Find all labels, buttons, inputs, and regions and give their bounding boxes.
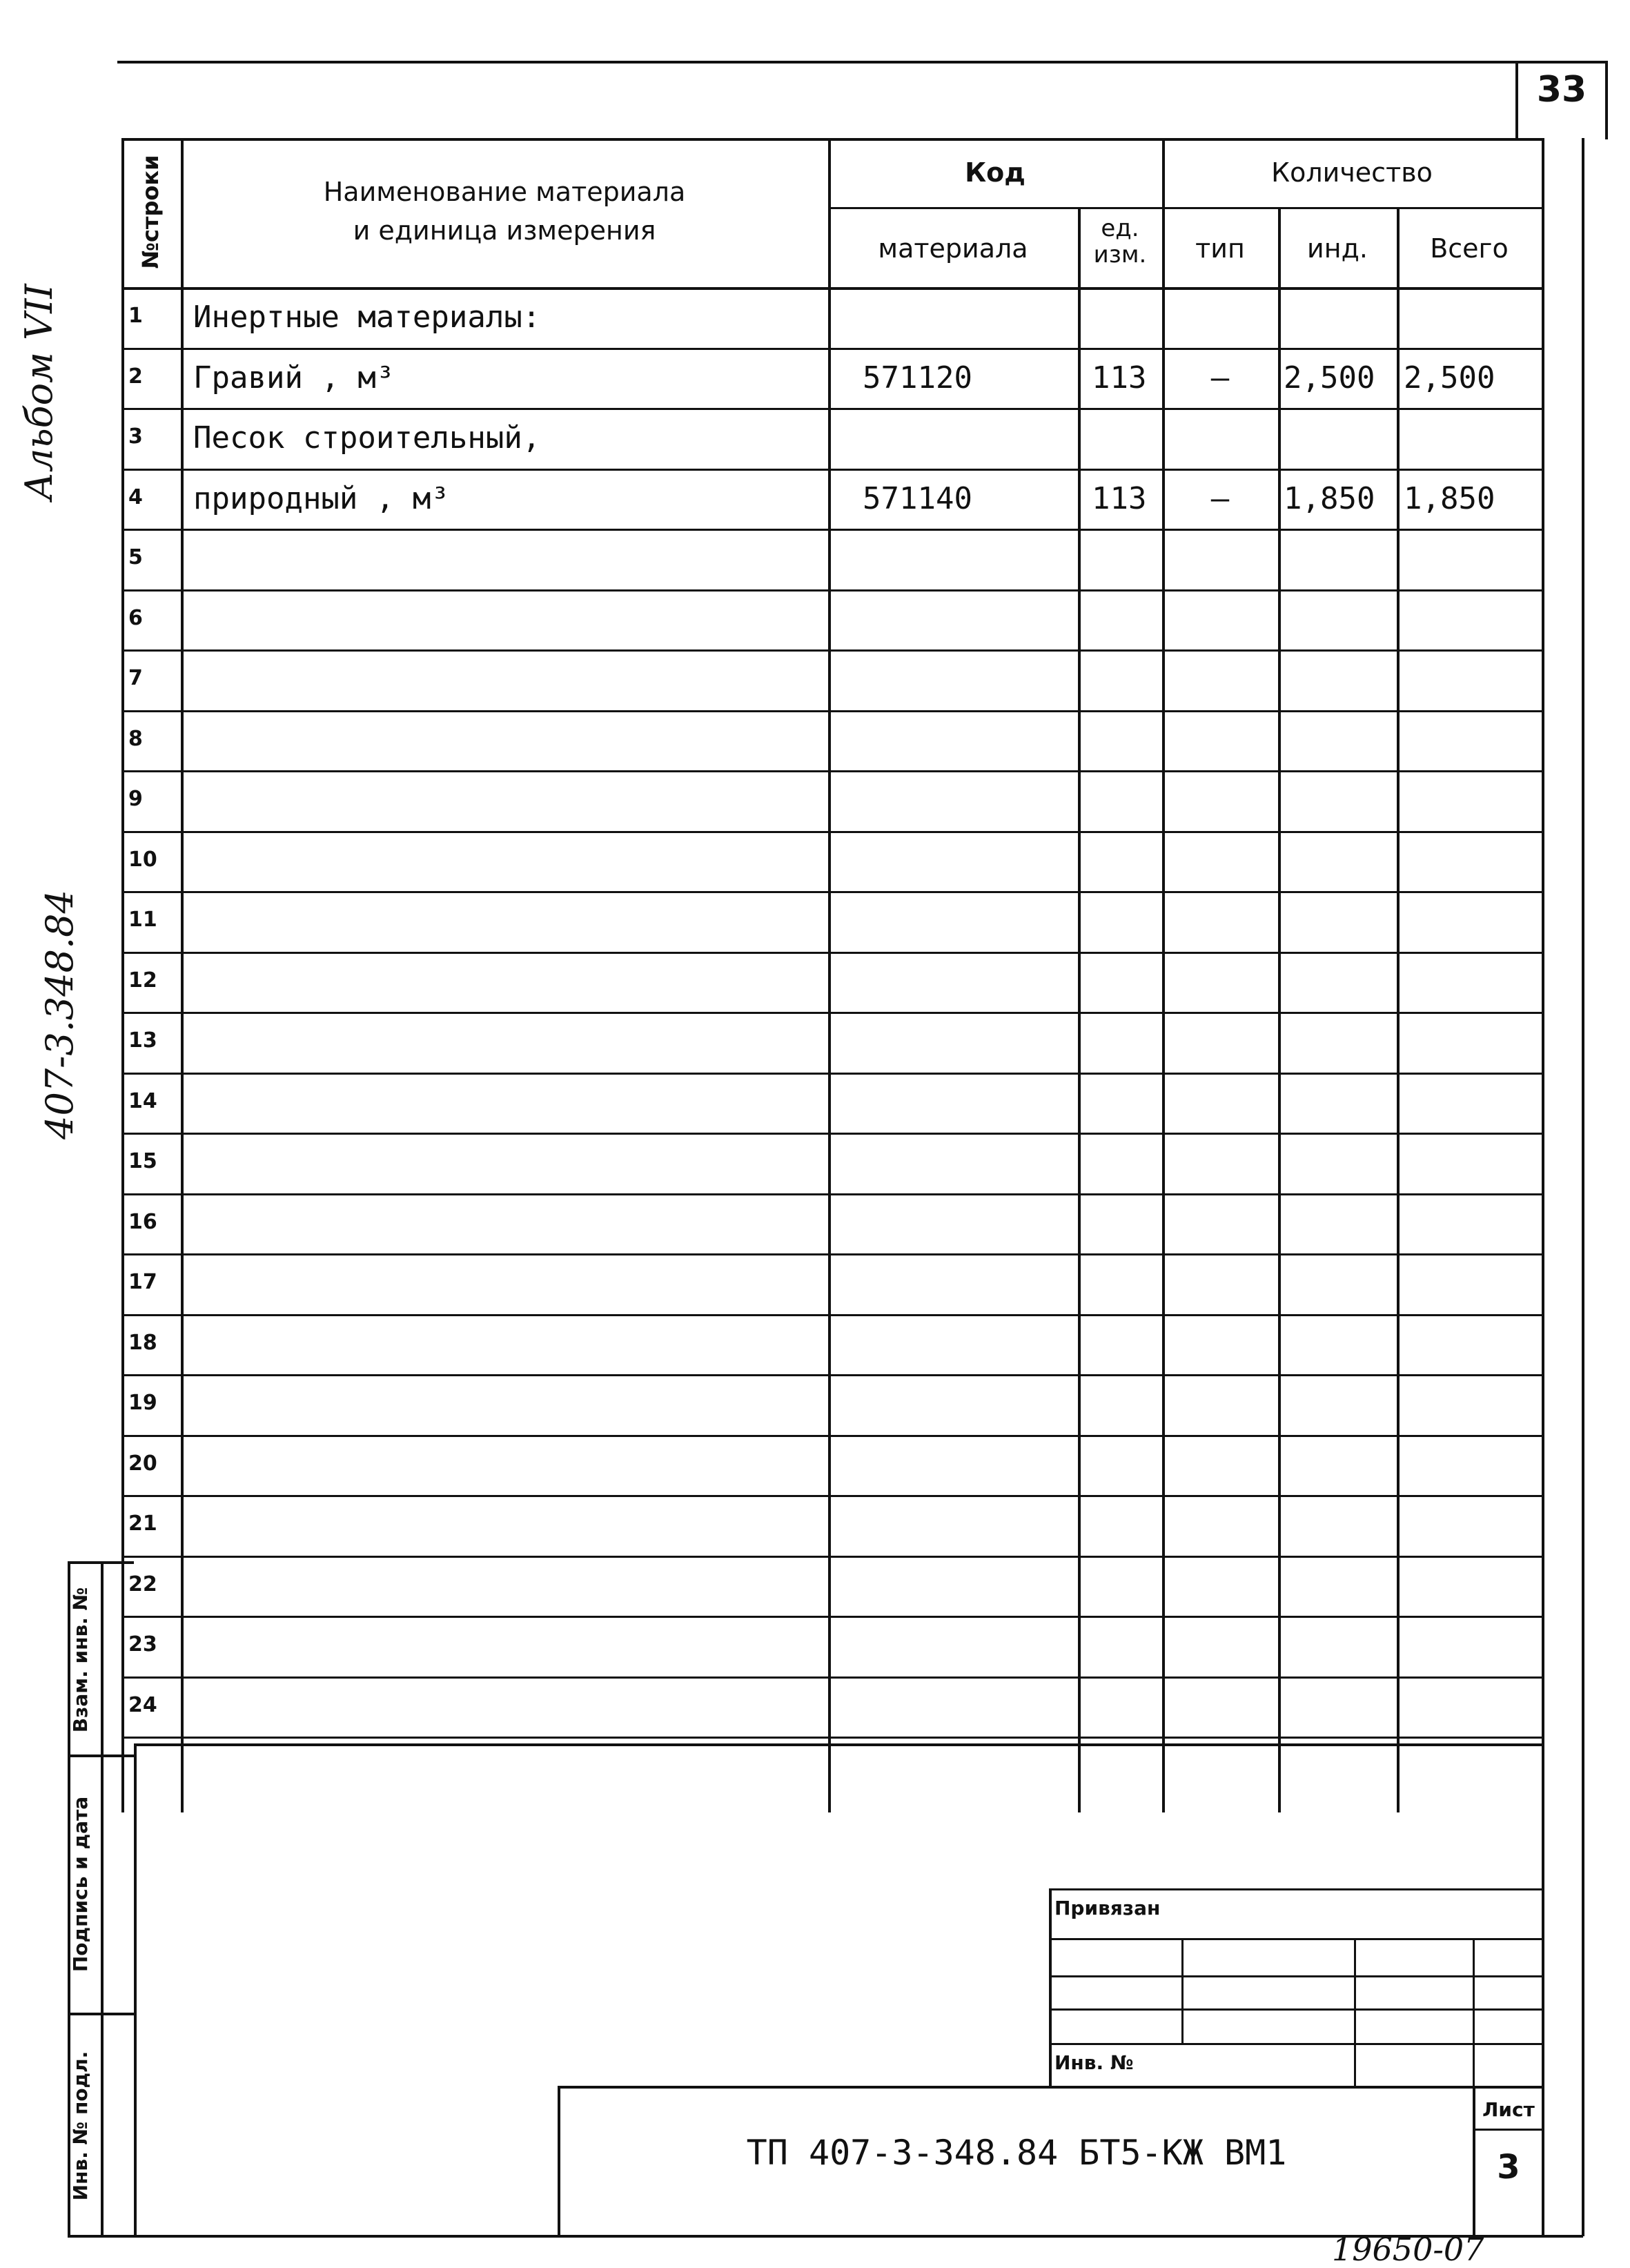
privyazan-row-3 xyxy=(1049,2008,1542,2011)
table-row-line xyxy=(121,1193,1542,1195)
table-row-line xyxy=(121,1133,1542,1135)
row-number: 19 xyxy=(128,1391,157,1415)
row-number: 6 xyxy=(128,606,143,630)
row-material-name: Инертные материалы: xyxy=(193,300,541,335)
table-row-line xyxy=(121,1737,1542,1739)
table-col-line xyxy=(1278,207,1281,1812)
document-code: ТП 407-3-348.84 БТ5-КЖ ВМ1 xyxy=(746,2133,1287,2173)
table-row-line xyxy=(121,891,1542,893)
table-col-line xyxy=(181,138,184,1812)
header-bottom-line xyxy=(121,287,1542,290)
table-top-line xyxy=(121,138,1542,141)
table-row-line xyxy=(121,589,1542,592)
bottom-handwritten-number: 19650-07 xyxy=(1332,2231,1484,2268)
row-number: 23 xyxy=(128,1632,157,1656)
table-row-line xyxy=(121,831,1542,833)
header-quantity-group: Количество xyxy=(1271,157,1433,188)
table-row-line xyxy=(121,710,1542,712)
row-unit-code: 113 xyxy=(1092,360,1147,395)
table-row-line xyxy=(121,348,1542,350)
privyazan-col-2 xyxy=(1354,1938,1356,2089)
stamp-div-2 xyxy=(68,2013,134,2015)
table-row-line xyxy=(121,1495,1542,1497)
table-row-line xyxy=(121,1556,1542,1558)
row-number: 10 xyxy=(128,848,157,872)
table-row-line xyxy=(121,770,1542,772)
table-row-line xyxy=(121,649,1542,652)
table-row-line xyxy=(121,1012,1542,1014)
stamp-sign-date: Подпись и дата xyxy=(69,1796,92,1973)
album-label: Альбом VII xyxy=(17,284,61,500)
row-qty-ind: 2,500 xyxy=(1284,360,1375,395)
header-qty-ind: инд. xyxy=(1307,233,1368,264)
row-number: 3 xyxy=(128,424,143,449)
inv-no-label: Инв. № xyxy=(1054,2051,1134,2074)
header-qty-total: Всего xyxy=(1430,233,1509,264)
row-number: 11 xyxy=(128,908,157,932)
privyazan-left xyxy=(1049,1888,1052,2089)
project-code-side: 407-3.348.84 xyxy=(38,890,81,1140)
header-code-group: Код xyxy=(965,157,1025,188)
header-code-unit: ед. изм. xyxy=(1093,215,1147,268)
header-mid-line xyxy=(828,207,1542,209)
row-number: 12 xyxy=(128,968,157,993)
stamp-mid-line xyxy=(101,1561,104,2238)
table-row-line xyxy=(121,1253,1542,1255)
row-qty-total: 2,500 xyxy=(1404,360,1495,395)
sheet-box-divider xyxy=(1473,2129,1542,2131)
lower-left-line xyxy=(134,1743,137,2238)
table-row-line xyxy=(121,1374,1542,1376)
privyazan-row-1 xyxy=(1049,1938,1542,1940)
table-col-line xyxy=(1078,207,1081,1812)
sheet-number: 3 xyxy=(1497,2148,1520,2187)
row-qty-type: – xyxy=(1210,360,1230,395)
row-qty-ind: 1,850 xyxy=(1284,481,1375,516)
privyazan-top xyxy=(1049,1888,1542,1890)
frame-right-line xyxy=(1542,138,1544,2236)
top-border-line xyxy=(117,61,1608,63)
privyazan-row-4 xyxy=(1049,2043,1542,2045)
row-number: 7 xyxy=(128,666,143,690)
row-number: 1 xyxy=(128,304,143,328)
row-number: 18 xyxy=(128,1331,157,1355)
row-number: 15 xyxy=(128,1149,157,1173)
stamp-inv-podl: Инв. № подл. xyxy=(69,2051,92,2201)
row-material-name: природный , м³ xyxy=(193,481,449,516)
table-row-line xyxy=(121,952,1542,954)
table-bottom-line xyxy=(134,1743,1542,1746)
table-row-line xyxy=(121,1073,1542,1075)
table-row-line xyxy=(121,529,1542,531)
table-row-line xyxy=(121,1616,1542,1618)
row-number: 4 xyxy=(128,485,143,509)
privyazan-row-2 xyxy=(1049,1975,1542,1977)
header-qty-type: тип xyxy=(1195,233,1245,264)
row-number: 5 xyxy=(128,545,143,569)
table-row-line xyxy=(121,469,1542,471)
page-number-box-right xyxy=(1605,61,1608,139)
row-material-code: 571120 xyxy=(863,360,972,395)
row-number: 22 xyxy=(128,1572,157,1596)
row-number: 2 xyxy=(128,364,143,389)
row-number: 21 xyxy=(128,1512,157,1536)
table-col-line xyxy=(1397,207,1400,1812)
stamp-zam-inv: Взам. инв. № xyxy=(69,1587,92,1733)
header-material-name: Наименование материала и единица измерения xyxy=(323,177,686,246)
table-col-line xyxy=(828,138,831,1812)
row-number: 17 xyxy=(128,1270,157,1294)
header-row-number: №строки xyxy=(137,155,164,269)
table-row-line xyxy=(121,1435,1542,1437)
title-block-top xyxy=(558,2086,1542,2089)
privyazan-label: Привязан xyxy=(1054,1897,1161,1919)
row-number: 14 xyxy=(128,1089,157,1113)
sheet-label: Лист xyxy=(1482,2098,1535,2121)
page-number: 33 xyxy=(1536,69,1587,110)
row-material-name: Песок строительный, xyxy=(193,420,541,456)
privyazan-col-3 xyxy=(1473,1938,1475,2089)
row-material-name: Гравий , м³ xyxy=(193,360,395,395)
row-number: 20 xyxy=(128,1451,157,1476)
row-number: 24 xyxy=(128,1693,157,1717)
row-number: 13 xyxy=(128,1028,157,1053)
row-number: 8 xyxy=(128,727,143,751)
row-unit-code: 113 xyxy=(1092,481,1147,516)
privyazan-col-1 xyxy=(1181,1938,1184,2043)
frame-outer-right-line xyxy=(1582,138,1584,2236)
row-material-code: 571140 xyxy=(863,481,972,516)
header-code-material: материала xyxy=(878,233,1028,264)
row-qty-total: 1,850 xyxy=(1404,481,1495,516)
row-number: 16 xyxy=(128,1210,157,1234)
table-row-line xyxy=(121,1676,1542,1679)
row-number: 9 xyxy=(128,787,143,811)
table-row-line xyxy=(121,408,1542,410)
row-qty-type: – xyxy=(1210,481,1230,516)
table-row-line xyxy=(121,1314,1542,1316)
